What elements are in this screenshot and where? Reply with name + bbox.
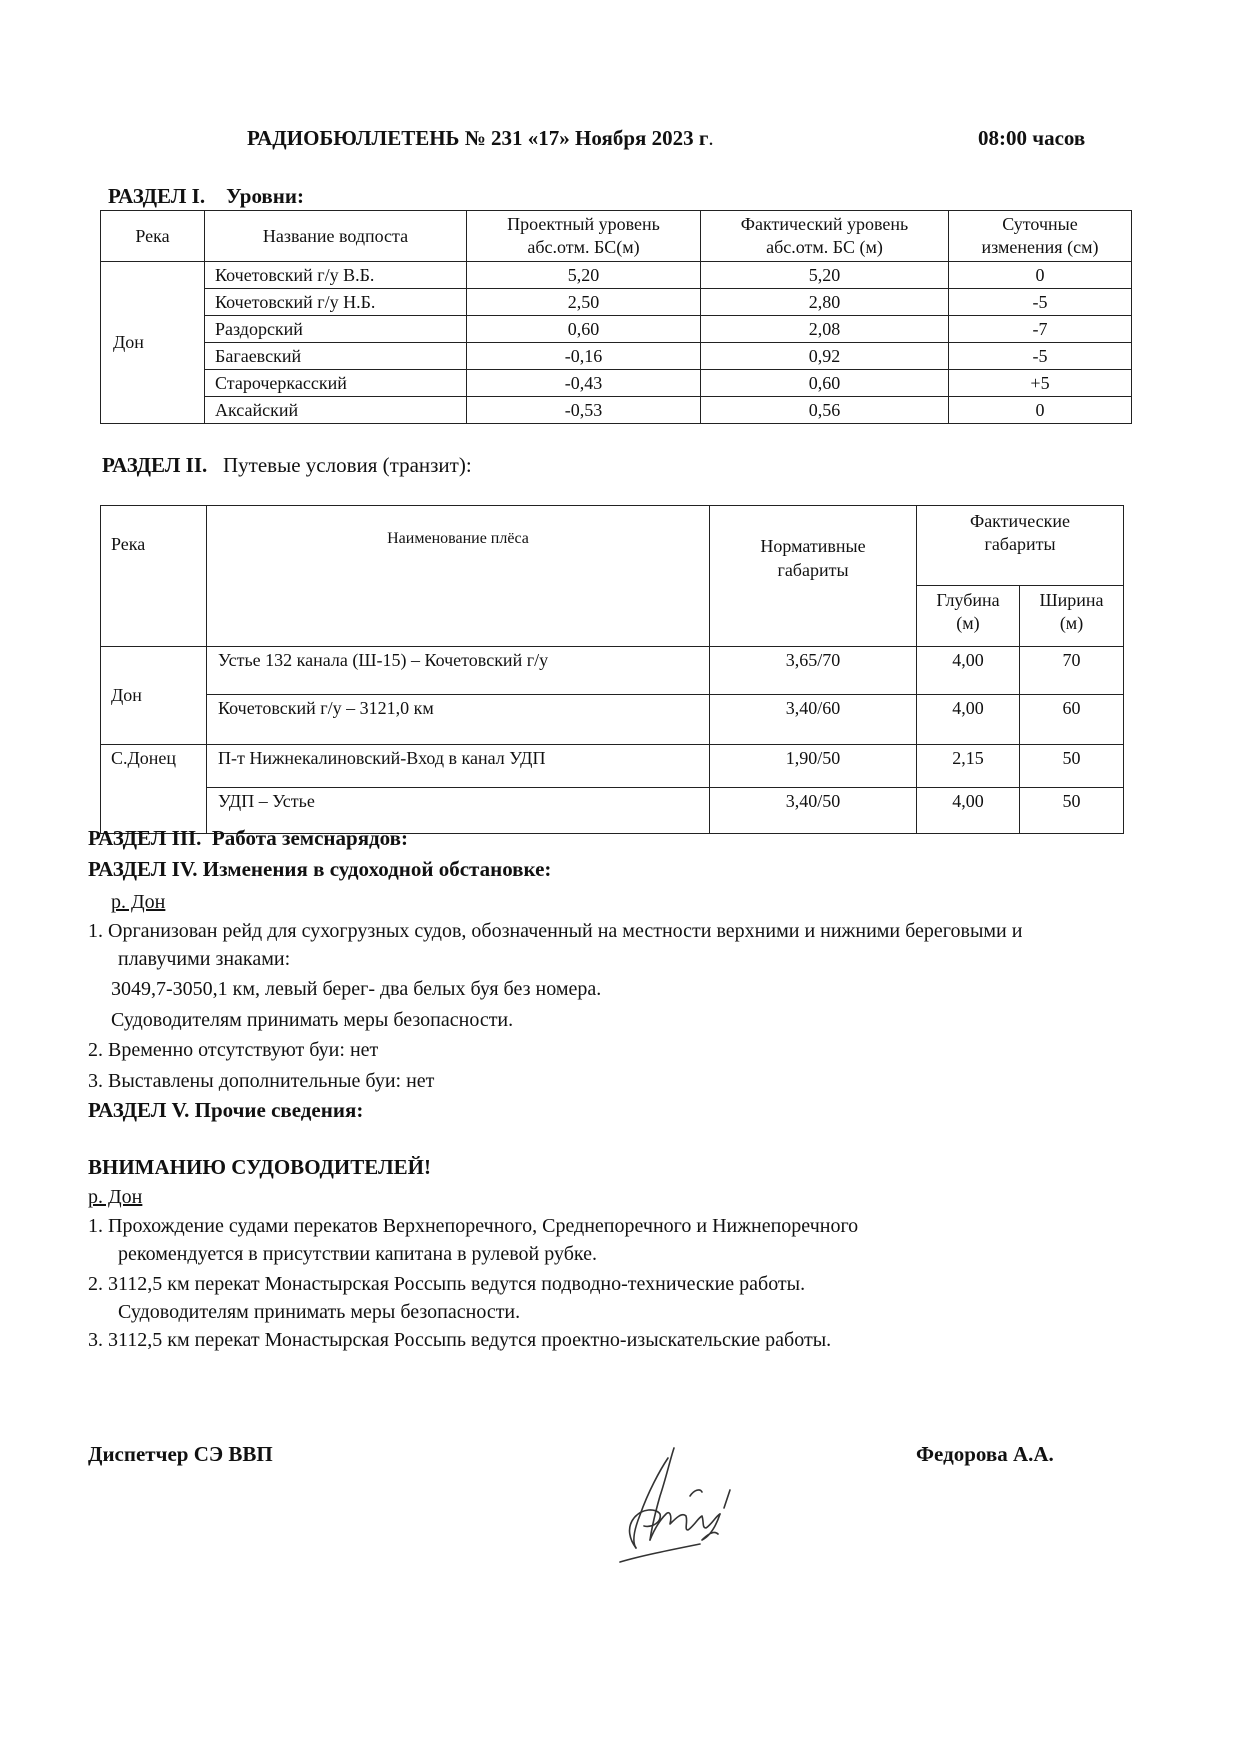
levels-header-post: Название водпоста [205, 211, 467, 262]
attention-line: 3. 3112,5 км перекат Монастырская Россыпь ведутся проектно-изыскательские работы. [88, 1329, 832, 1351]
section4-line: Судоводителям принимать меры безопасности. [111, 1009, 514, 1031]
levels-header-design-line2: абс.отм. БС(м) [527, 237, 640, 257]
attention-river: р. Дон [88, 1186, 143, 1208]
section4-line: 3049,7-3050,1 км, левый берег- два белых буя без номера. [111, 978, 602, 1000]
bulletin-title [247, 126, 714, 151]
levels-river: Дон [101, 262, 205, 424]
transit-header-norm-line1: Нормативные [760, 536, 866, 556]
attention-line: Судоводителям принимать меры безопасности. [118, 1301, 521, 1323]
section4-line: 1. Организован рейд для сухогрузных судов, обозначенный на местности верхними и нижними береговыми и [88, 920, 1023, 942]
dispatcher-title: Диспетчер СЭ ВВП [88, 1442, 273, 1466]
levels-actual: 0,92 [701, 343, 949, 370]
levels-post: Кочетовский г/у Н.Б. [205, 289, 467, 316]
section2-title-rest: Путевые условия (транзит): [223, 453, 472, 477]
transit-header-norm [710, 506, 917, 647]
attention-line: рекомендуется в присутствии капитана в рулевой рубке. [118, 1243, 597, 1265]
transit-header-depth [917, 585, 1020, 646]
dispatcher-name: Федорова А.А. [916, 1442, 1054, 1466]
levels-header-change [949, 211, 1132, 262]
levels-post: Раздорский [205, 316, 467, 343]
transit-depth: 2,15 [917, 745, 1020, 788]
section4-title: РАЗДЕЛ IV. Изменения в судоходной обстановке: [88, 857, 552, 881]
transit-depth: 4,00 [917, 788, 1020, 834]
section1-title: РАЗДЕЛ I. Уровни: [108, 184, 304, 208]
levels-header-design [467, 211, 701, 262]
levels-design: 2,50 [467, 289, 701, 316]
section2-title [102, 453, 472, 478]
table-row [101, 647, 1124, 695]
transit-depth: 4,00 [917, 647, 1020, 695]
levels-post: Аксайский [205, 397, 467, 424]
transit-header-depth-line2: (м) [956, 612, 980, 633]
table-row [101, 370, 1132, 397]
attention-line: 1. Прохождение судами перекатов Верхнепоречного, Среднепоречного и Нижнепоречного [88, 1215, 859, 1237]
levels-header-design-line1: Проектный уровень [507, 214, 660, 234]
transit-header-row [101, 506, 1124, 586]
section4-line: 2. Временно отсутствуют буи: нет [88, 1039, 379, 1061]
levels-header-river: Река [101, 211, 205, 262]
transit-header-width-line2: (м) [1059, 612, 1084, 633]
levels-design: -0,53 [467, 397, 701, 424]
transit-stretch: Устье 132 канала (Ш-15) – Кочетовский г/у [207, 647, 710, 695]
table-row [101, 262, 1132, 289]
transit-stretch: УДП – Устье [207, 788, 710, 834]
levels-header-change-line2: изменения (см) [981, 237, 1099, 257]
transit-norm: 3,40/50 [710, 788, 917, 834]
section4-line: плавучими знаками: [118, 948, 291, 970]
section4-line: 3. Выставлены дополнительные буи: нет [88, 1070, 435, 1092]
transit-header-fact [917, 506, 1124, 586]
transit-norm: 3,40/60 [710, 695, 917, 745]
transit-header-width [1020, 585, 1124, 646]
transit-river: Дон [101, 647, 207, 745]
levels-actual: 2,80 [701, 289, 949, 316]
transit-width: 60 [1020, 695, 1124, 745]
levels-header-row [101, 211, 1132, 262]
section5-title: РАЗДЕЛ V. Прочие сведения: [88, 1098, 364, 1122]
transit-header-river: Река [101, 506, 207, 647]
transit-header-stretch: Наименование плёса [207, 506, 710, 647]
section2-title-bold: РАЗДЕЛ II. [102, 453, 208, 477]
transit-norm: 3,65/70 [710, 647, 917, 695]
section4-river: р. Дон [111, 891, 166, 913]
attention-title: ВНИМАНИЮ СУДОВОДИТЕЛЕЙ! [88, 1155, 431, 1179]
transit-depth: 4,00 [917, 695, 1020, 745]
transit-river: С.Донец [101, 745, 207, 834]
levels-design: -0,16 [467, 343, 701, 370]
levels-post: Кочетовский г/у В.Б. [205, 262, 467, 289]
levels-actual: 2,08 [701, 316, 949, 343]
levels-actual: 0,56 [701, 397, 949, 424]
table-row [101, 289, 1132, 316]
levels-change: -5 [949, 289, 1132, 316]
transit-width: 50 [1020, 788, 1124, 834]
transit-header-fact-line2: габариты [984, 534, 1056, 554]
table-row [101, 316, 1132, 343]
levels-header-actual-line1: Фактический уровень [740, 214, 909, 234]
levels-design: -0,43 [467, 370, 701, 397]
transit-header-fact-line1: Фактические [969, 511, 1071, 531]
table-row [101, 695, 1124, 745]
bulletin-title-dot: . [708, 126, 714, 150]
table-row [101, 397, 1132, 424]
transit-stretch: Кочетовский г/у – 3121,0 км [207, 695, 710, 745]
levels-actual: 0,60 [701, 370, 949, 397]
levels-actual: 5,20 [701, 262, 949, 289]
transit-header-width-line1: Ширина [1039, 589, 1104, 610]
transit-width: 50 [1020, 745, 1124, 788]
levels-change: -7 [949, 316, 1132, 343]
handwritten-signature [590, 1430, 760, 1570]
levels-change: 0 [949, 397, 1132, 424]
transit-header-depth-line1: Глубина [936, 589, 1000, 610]
section3-title: РАЗДЕЛ III. Работа земснарядов: [88, 826, 408, 850]
levels-change: 0 [949, 262, 1132, 289]
levels-design: 0,60 [467, 316, 701, 343]
bulletin-title-text: РАДИОБЮЛЛЕТЕНЬ № 231 «17» Ноября 2023 г [247, 126, 709, 150]
levels-post: Багаевский [205, 343, 467, 370]
table-row [101, 343, 1132, 370]
levels-post: Старочеркасский [205, 370, 467, 397]
bulletin-time: 08:00 часов [978, 126, 1086, 150]
levels-design: 5,20 [467, 262, 701, 289]
levels-table [100, 210, 1132, 424]
transit-width: 70 [1020, 647, 1124, 695]
levels-header-change-line1: Суточные [1002, 214, 1078, 234]
levels-change: -5 [949, 343, 1132, 370]
transit-norm: 1,90/50 [710, 745, 917, 788]
levels-header-actual [701, 211, 949, 262]
levels-header-actual-line2: абс.отм. БС (м) [766, 237, 883, 257]
transit-stretch: П-т Нижнекалиновский-Вход в канал УДП [207, 745, 710, 788]
levels-change: +5 [949, 370, 1132, 397]
attention-line: 2. 3112,5 км перекат Монастырская Россыпь ведутся подводно-технические работы. [88, 1273, 806, 1295]
table-row [101, 745, 1124, 788]
transit-table [100, 505, 1124, 834]
transit-header-norm-line2: габариты [777, 560, 849, 580]
